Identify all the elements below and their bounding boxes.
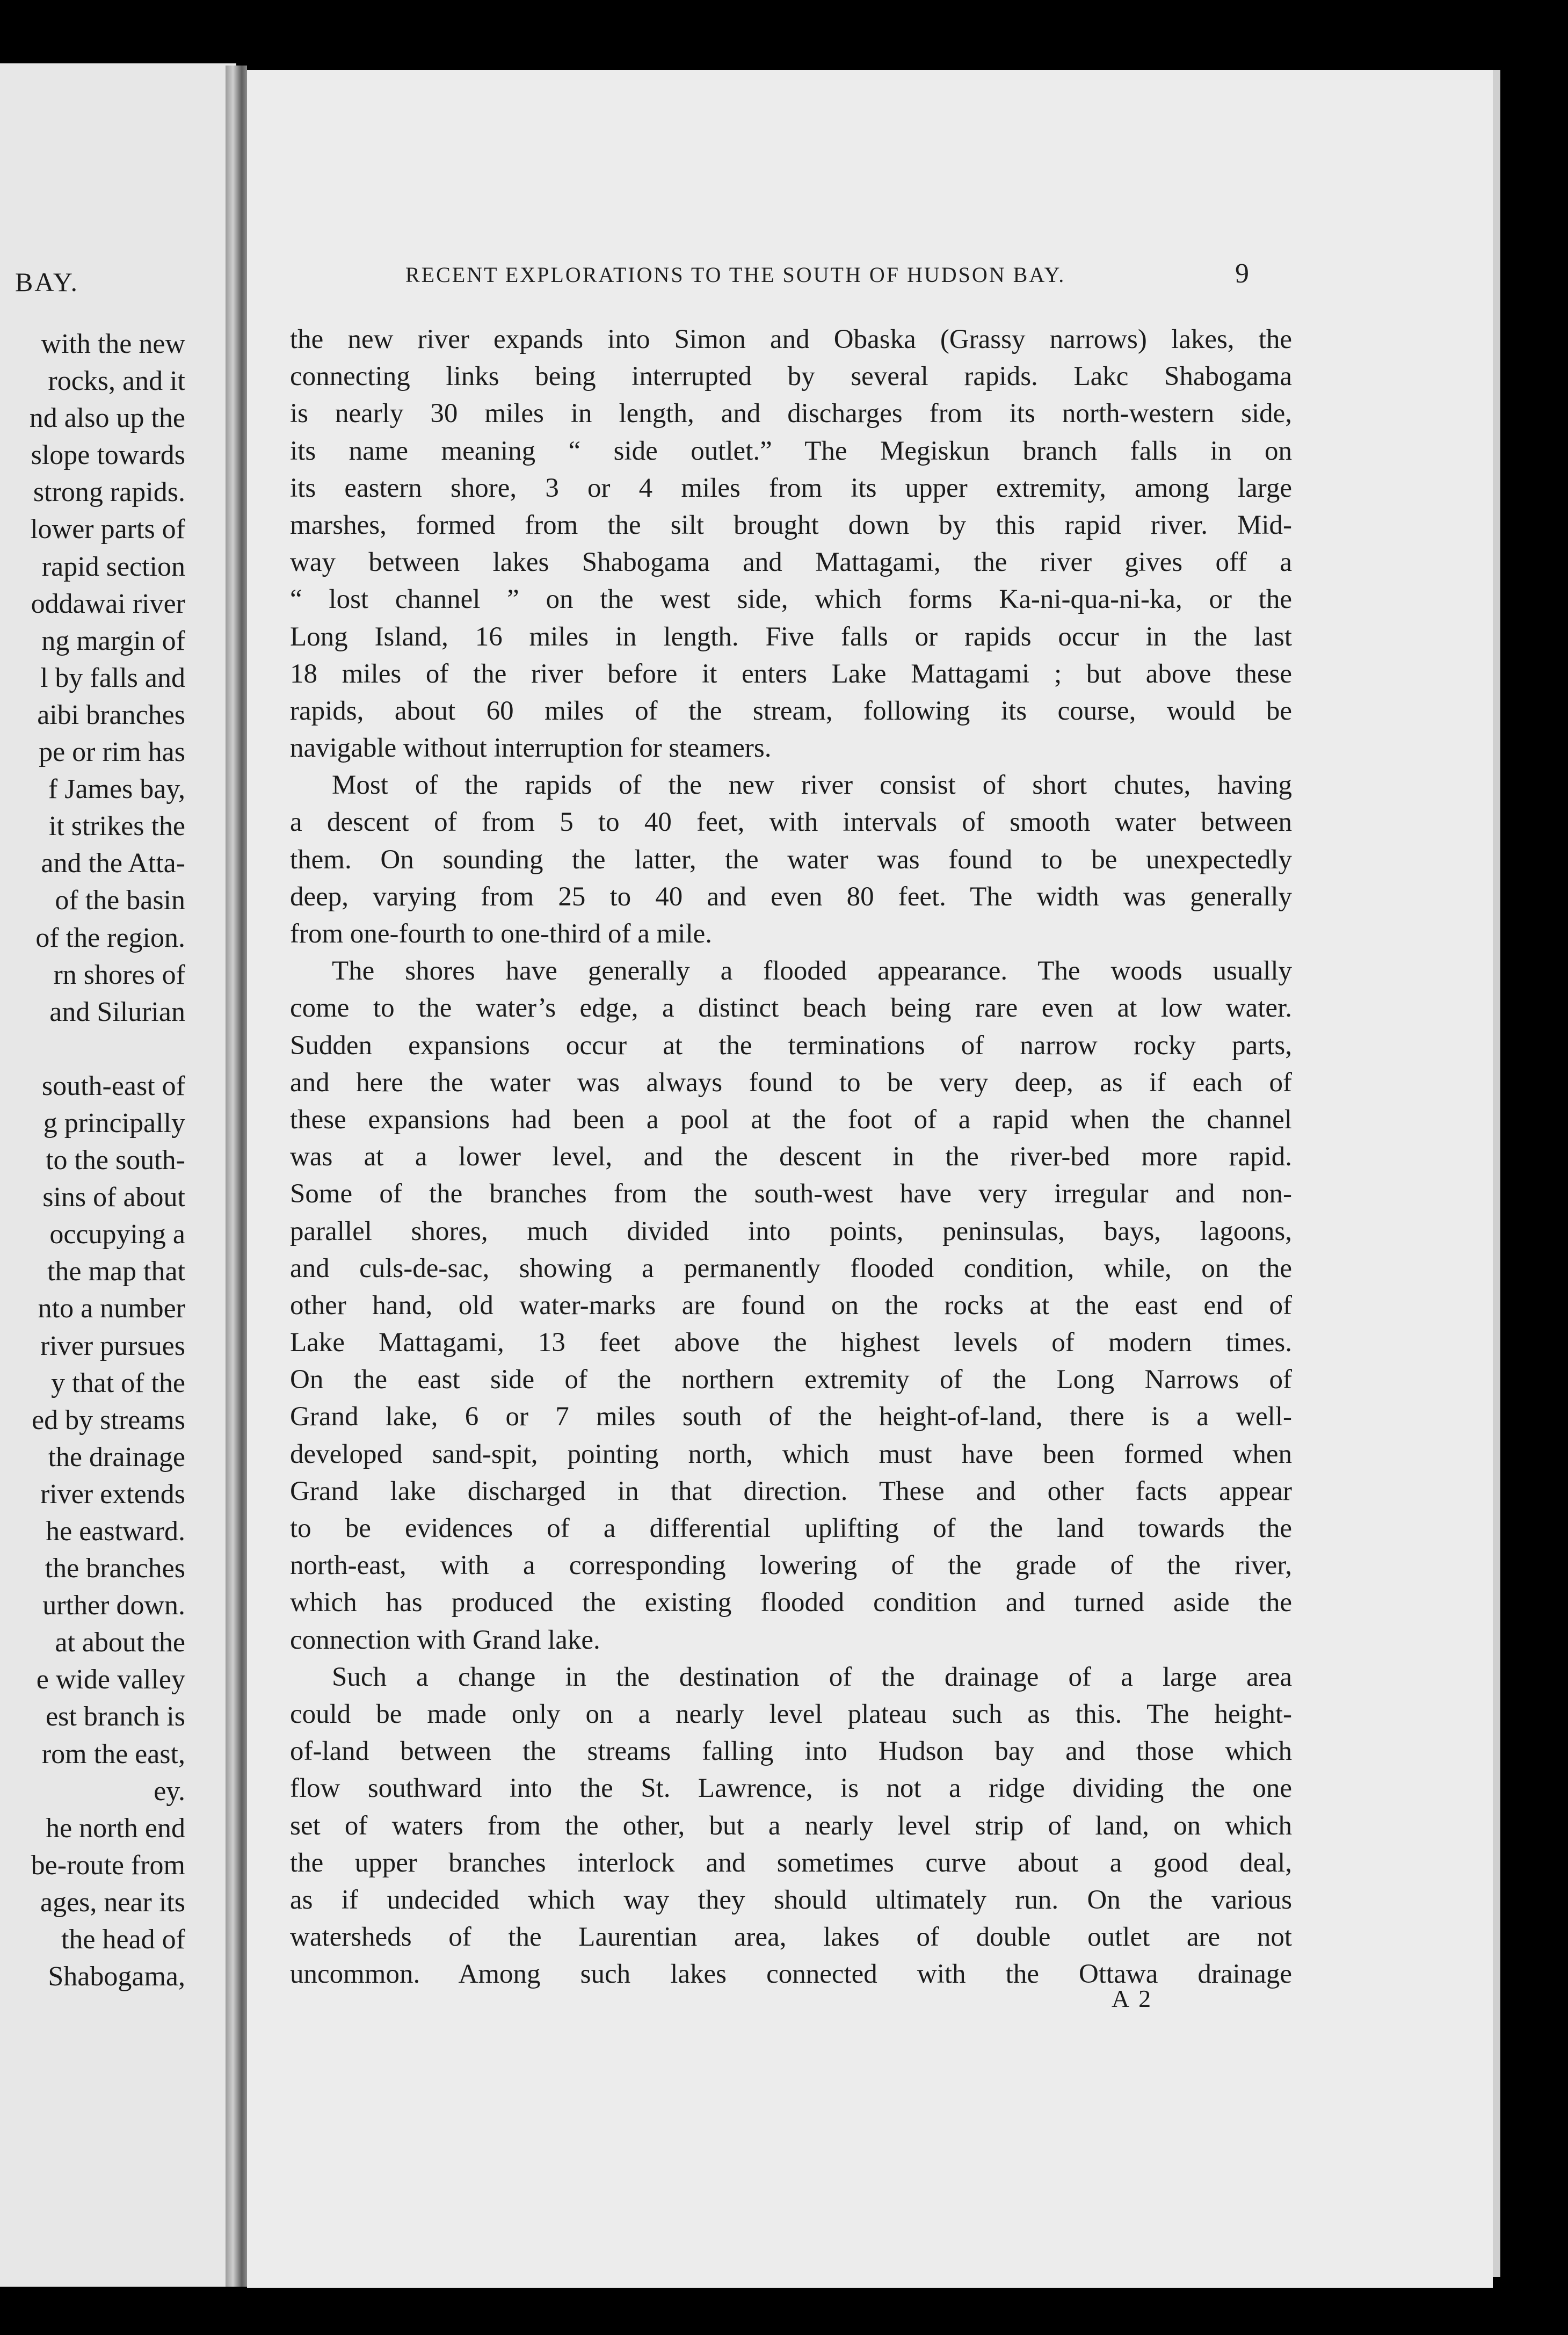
body-text-line: 18 miles of the river before it enters Lake Mattagami ; but above these <box>290 658 1292 689</box>
body-text-line: was at a lower level, and the descent in the river-bed more rapid. <box>290 1142 1292 1172</box>
body-text-line: Grand lake, 6 or 7 miles south of the height-of-land, there is a well- <box>290 1402 1292 1432</box>
left-text-line: at about the <box>55 1627 185 1658</box>
left-text-line: l by falls and <box>40 662 185 693</box>
body-text-line: the upper branches interlock and sometimes curve about a good deal, <box>290 1847 1292 1878</box>
left-text-line: strong rapids. <box>33 477 185 508</box>
left-text-line: river pursues <box>40 1330 185 1361</box>
left-text-line: of the basin <box>55 885 185 916</box>
left-text-line: it strikes the <box>48 811 185 842</box>
right-page <box>247 70 1493 2288</box>
left-text-line: and Silurian <box>49 996 185 1027</box>
left-text-line: be-route from <box>31 1850 185 1881</box>
left-text-line: Shabogama, <box>48 1961 185 1992</box>
left-text-line: the map that <box>47 1256 185 1287</box>
body-text-line: Some of the branches from the south-west have very irregular and non- <box>290 1179 1292 1209</box>
body-text-line: connecting links being interrupted by several rapids. Lakc Shabogama <box>290 361 1292 392</box>
body-text-line: Such a change in the destination of the drainage of a large area <box>332 1662 1292 1692</box>
body-text-line: these expansions had been a pool at the foot of a rapid when the channel <box>290 1104 1292 1135</box>
running-title: RECENT EXPLORATIONS TO THE SOUTH OF HUDSON BAY. <box>405 263 1066 287</box>
body-text-line: connection with Grand lake. <box>290 1625 600 1655</box>
body-text-line: watersheds of the Laurentian area, lakes of double outlet are not <box>290 1922 1292 1953</box>
left-text-line: est branch is <box>46 1701 185 1732</box>
body-text-line: Long Island, 16 miles in length. Five falls or rapids occur in the last <box>290 621 1292 652</box>
left-text-line: the head of <box>61 1924 185 1955</box>
left-text-line: and the Atta- <box>41 848 185 879</box>
body-text-line: is nearly 30 miles in length, and discharges from its north-western side, <box>290 398 1292 429</box>
page-number: 9 <box>1235 258 1249 289</box>
body-text-line: which has produced the existing flooded condition and turned aside the <box>290 1587 1292 1618</box>
body-text-line: and here the water was always found to be very deep, as if each of <box>290 1067 1292 1098</box>
running-head <box>247 258 1418 294</box>
left-page <box>0 63 236 2287</box>
left-page-text <box>30 325 185 1995</box>
body-text-line: north-east, with a corresponding lowering of the grade of the river, <box>290 1550 1292 1581</box>
body-text-line: of-land between the streams falling into Hudson bay and those which <box>290 1736 1292 1767</box>
body-text <box>290 321 1292 1993</box>
body-text-line: them. On sounding the latter, the water was found to be unexpectedly <box>290 844 1292 875</box>
body-text-line: Sudden expansions occur at the terminations of narrow rocky parts, <box>290 1030 1292 1061</box>
body-text-line: to be evidences of a differential uplifting of the land towards the <box>290 1513 1292 1543</box>
body-text-line: its name meaning “ side outlet.” The Megiskun branch falls in on <box>290 436 1292 466</box>
left-text-line: he eastward. <box>46 1516 185 1547</box>
left-text-line: urther down. <box>42 1590 185 1621</box>
body-text-line: On the east side of the northern extremity of the Long Narrows of <box>290 1365 1292 1395</box>
left-text-line: nd also up the <box>29 403 185 434</box>
left-text-line: g principally <box>43 1107 185 1139</box>
left-text-line: south-east of <box>41 1070 185 1101</box>
left-text-line: lower parts of <box>30 514 185 545</box>
left-text-line: f James bay, <box>48 774 185 805</box>
body-text-line: navigable without interruption for steamers. <box>290 733 772 764</box>
left-text-line: rom the east, <box>41 1738 185 1770</box>
book-gutter <box>226 66 247 2287</box>
left-text-line: oddawai river <box>31 588 185 619</box>
body-text-line: The shores have generally a flooded appearance. The woods usually <box>332 956 1292 987</box>
left-text-line: e wide valley <box>36 1664 185 1695</box>
body-text-line: parallel shores, much divided into points, peninsulas, bays, lagoons, <box>290 1216 1292 1246</box>
page-edge <box>1493 70 1500 2277</box>
body-text-line: as if undecided which way they should ultimately run. On the various <box>290 1884 1292 1915</box>
left-text-line: aibi branches <box>37 699 185 730</box>
body-text-line: rapids, about 60 miles of the stream, following its course, would be <box>290 695 1292 726</box>
body-text-line: could be made only on a nearly level plateau such as this. The height- <box>290 1699 1292 1729</box>
signature-mark: A 2 <box>1112 1985 1153 2012</box>
body-text-line: Lake Mattagami, 13 feet above the highest levels of modern times. <box>290 1328 1292 1358</box>
body-text-line: uncommon. Among such lakes connected with the Ottawa drainage <box>290 1959 1292 1990</box>
left-text-line: of the region. <box>35 922 185 953</box>
body-text-line: way between lakes Shabogama and Mattagami, the river gives off a <box>290 547 1292 578</box>
left-text-line: pe or rim has <box>39 737 185 768</box>
left-text-line: occupying a <box>49 1219 185 1250</box>
body-text-line: the new river expands into Simon and Obaska (Grassy narrows) lakes, the <box>290 324 1292 354</box>
left-text-line: y that of the <box>51 1367 185 1398</box>
left-text-line: he north end <box>46 1812 185 1844</box>
left-text-line: nto a number <box>38 1293 185 1324</box>
left-text-line: rocks, and it <box>48 366 185 397</box>
body-text-line: Most of the rapids of the new river consist of short chutes, having <box>332 770 1292 801</box>
body-text-line: Grand lake discharged in that direction. These and other facts appear <box>290 1476 1292 1506</box>
body-text-line: set of waters from the other, but a nearly level strip of land, on which <box>290 1810 1292 1841</box>
left-text-line: the drainage <box>48 1441 185 1473</box>
body-text-line: a descent of from 5 to 40 feet, with intervals of smooth water between <box>290 807 1292 838</box>
left-text-line: the branches <box>45 1553 185 1584</box>
body-text-line: marshes, formed from the silt brought down by this rapid river. Mid- <box>290 510 1292 540</box>
left-text-line: ed by streams <box>32 1404 185 1435</box>
left-text-line: rapid section <box>41 551 185 582</box>
body-text-line: developed sand-spit, pointing north, which must have been formed when <box>290 1439 1292 1469</box>
left-text-line: to the south- <box>46 1145 185 1176</box>
left-text-line: sins of about <box>42 1182 185 1213</box>
left-text-line: ages, near its <box>40 1887 185 1918</box>
left-running-header: BAY. <box>15 267 79 297</box>
body-text-line: and culs-de-sac, showing a permanently flooded condition, while, on the <box>290 1253 1292 1283</box>
left-text-line: ey. <box>154 1775 185 1807</box>
left-text-line: slope towards <box>31 440 185 471</box>
body-text-line: come to the water’s edge, a distinct beach being rare even at low water. <box>290 993 1292 1024</box>
body-text-line: deep, varying from 25 to 40 and even 80 feet. The width was generally <box>290 881 1292 912</box>
body-text-line: flow southward into the St. Lawrence, is not a ridge dividing the one <box>290 1773 1292 1804</box>
body-text-line: other hand, old water-marks are found on the rocks at the east end of <box>290 1290 1292 1321</box>
left-text-line: rn shores of <box>53 959 185 990</box>
left-text-line <box>30 1031 185 1068</box>
left-text-line: river extends <box>40 1478 185 1510</box>
body-text-line: “ lost channel ” on the west side, which forms Ka-ni-qua-ni-ka, or the <box>290 584 1292 615</box>
body-text-line: from one-fourth to one-third of a mile. <box>290 919 713 949</box>
body-text-line: its eastern shore, 3 or 4 miles from its upper extremity, among large <box>290 473 1292 503</box>
left-text-line: ng margin of <box>41 625 185 656</box>
left-text-line: with the new <box>41 329 185 359</box>
